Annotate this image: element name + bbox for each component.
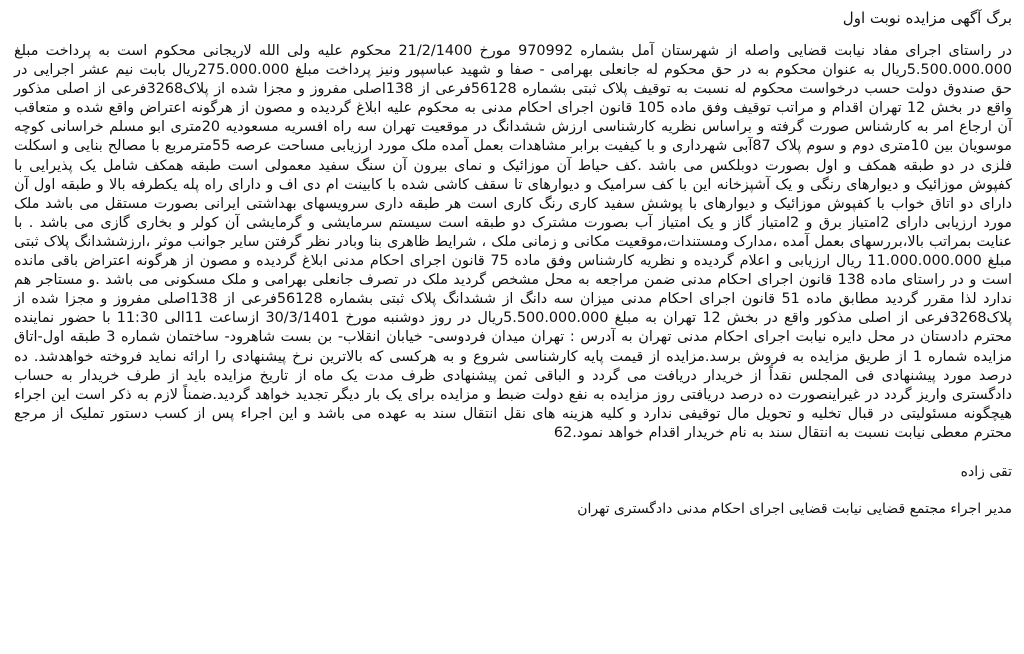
notice-title: برگ آگهی مزایده نوبت اول: [842, 9, 1012, 27]
notice-body: در راستای اجرای مفاد نیابت قضایی واصله از شهرستان آمل بشماره 970992 مورخ 21/2/1400 محکوم علیه ولی الله لاریجانی محکوم است به پرداخت مبلغ 5.500.000.000ریال به عنوان محکوم به در حق محکوم له جانعلی بهرامی - صفا و شهید عباسپور ونیز پرداخت مبلغ 275.000.000ریال بابت نیم عشر اجرایی در حق صندوق دولت حسب درخواست محکوم له نسبت به توقیف پلاک ثبتی بشماره 56128فرعی از 138اصلی مفروز و مجزا شده از پلاک3268فرعی از اصلی مذکور واقع در بخش 12 تهران اقدام و مراتب توقیف وفق ماده 105 قانون اجرای احکام مدنی به محکوم علیه ابلاغ گردیده و مصون از هرگونه اعتراض واقع شده و متعاقب آن ارجاع امر به کارشناس صورت گرفته و براساس نظریه کارشناسی ارزش ششدانگ در موقعیت تهران سه راه افسریه مسعودیه 20متری ابو مسلم خراسانی کوچه موسویان بین 10متری دوم و سوم پلاک 87آبی شهرداری و با کیفیت برابر مشاهدات بعمل آمده ملک مورد ارزیابی مساحت عرصه 55مترمربع با مصالح بنایی و اسکلت فلزی در دو طبقه همکف و اول بصورت دوبلکس می باشد .کف حیاط آن موزائیک و نمای بیرون آن سنگ سفید معمولی است طبقه همکف شامل یک پذیرایی با کفپوش موزائیک و دیوارهای رنگی و یک آشپزخانه این با کف سرامیک و دیوارهای تا سقف کاشی شده با کابینت ام دی اف و دارای راه پله یکطرفه بالا و طبقه اول آن دارای دو اتاق خواب با کفپوش موزائیک و دیوارهای با پوشش سفید کاری رنگ کاری است هر طبقه داری سرویسهای بهداشتی ایرانی بصورت مستقل می باشد ملک مورد ارزیابی دارای 2امتیاز برق و 2امتیاز گاز و یک امتیاز آب بصورت مشترک دو طبقه است سیستم سرمایشی و گرمایشی آن کولر و بخاری گازی می باشد . با عنایت بمراتب بالا،بررسهای بعمل آمده ،مدارک ومستندات،موقعیت مکانی و زمانی ملک ، شرایط ظاهری بنا وبادر نظر گرفتن سایر جوانب موثر ،ارزششدانگ پلاک ثبتی مبلغ 11.000.000.000 ریال ارزیابی و اعلام گردیده و نظریه کارشناس وفق ماده 75 قانون اجرای احکام مدنی ابلاغ گردیده و مصون از هرگونه اعتراض باقی مانده است و در راستای ماده 138 قانون اجرای احکام مدنی ضمن مراجعه به محل مشخص گردید ملک در تصرف جانعلی بهرامی و ملک مسکونی می باشد .و مستاجر هم ندارد لذا مقرر گردید مطابق ماده 51 قانون اجرای احکام مدنی میزان سه دانگ از ششدانگ پلاک ثبتی بشماره 56128فرعی از 138اصلی مفروز و مجزا شده از پلاک3268فرعی از اصلی مذکور واقع در بخش 12 تهران به مبلغ 5.500.000.000ریال در روز دوشنبه مورخ 30/3/1401 ازساعت 11الی 11:30 با حضور نماینده محترم دادستان در محل دایره نیابت اجرای احکام مدنی تهران به آدرس : تهران میدان فردوسی- خیابان انقلاب- بن بست شاهرود- ساختمان شماره 3 طبقه اول-اتاق مزایده شماره 1 از طریق مزایده به فروش برسد.مزایده از قیمت پایه کارشناسی شروع و به هرکسی که بالاترین نرخ پیشنهادی را ارائه نماید فروخته خواهدشد. ده درصد مورد پیشنهادی فی المجلس نقداً از خریدار دریافت می گردد و الباقی ثمن پیشنهادی ظرف مدت یک ماه از تاریخ مزایده باید از طرف خریدار به حساب دادگستری واریز گردد در غیراینصورت ده درصد دریافتی روز مزایده به نفع دولت ضبط و مزایده برای یک بار دیگر تجدید خواهد گردید.ضمناً لازم به ذکر است این اجراء هیچگونه مسئولیتی در قبال تخلیه و تحویل مال توقیفی ندارد و کلیه هزینه های نقل انتقال سند به عهده می باشد و این اجراء پس از کسب دستور تملیک از مرجع محترم معطی نیابت نسبت به انتقال سند به نام خریدار اقدام خواهد نمود.62: [14, 43, 1013, 441]
signer-name: تقی زاده: [960, 463, 1012, 480]
signer-organization: مدیر اجراء مجتمع قضایی نیابت قضایی اجرای احکام مدنی دادگستری تهران: [577, 500, 1012, 517]
